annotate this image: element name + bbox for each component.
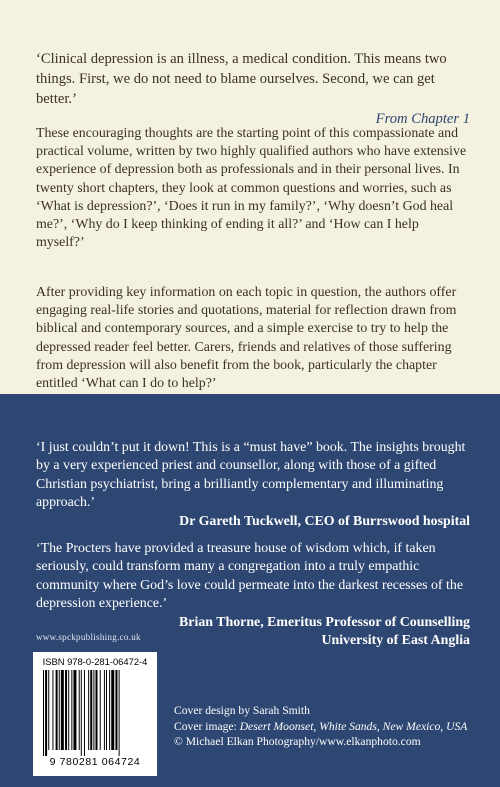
barcode-bar — [81, 670, 82, 756]
barcode-bar — [73, 670, 76, 750]
endorsement-1-quote: ‘I just couldn’t put it down! This is a “must have” book. The insights brought by a very experienced priest and counsellor, along with those of a gifted Christian psychiatrist, bring a brilliantly complementary and illuminating approach.’ — [36, 439, 466, 511]
barcode-bar — [119, 670, 120, 756]
cover-image-credit — [174, 719, 474, 735]
barcode-bar — [61, 670, 64, 750]
endorsement-1 — [36, 439, 470, 532]
barcode-bar — [59, 670, 60, 750]
opening-quote-source: From Chapter 1 — [375, 110, 470, 127]
cover-credits — [174, 703, 474, 750]
barcode-bar — [84, 670, 85, 756]
isbn-label: ISBN 978-0-281-06472-4 — [42, 656, 148, 667]
barcode-bar — [115, 670, 117, 750]
barcode-bar — [43, 670, 44, 756]
barcode-bar — [111, 670, 114, 750]
barcode-bar — [65, 670, 67, 750]
barcode-bar — [88, 670, 89, 750]
barcode-bar — [68, 670, 69, 750]
isbn-barcode — [33, 652, 157, 776]
barcode-bar — [71, 670, 72, 750]
barcode-bar — [93, 670, 94, 750]
barcode-bars — [43, 670, 151, 756]
barcode-bar — [104, 670, 105, 750]
blurb-paragraph-2: After providing key information on each topic in question, the authors offer engaging real-life stories and quotations, material for reflection drawn from biblical and contemporary sources, and a simple exercise to try to help the depressed reader feel better. Carers, friends and relatives of those suffering from depression will also benefit from the book, particularly the chapter entitled ‘What can I do to help?’ — [36, 284, 457, 391]
barcode-bar — [56, 670, 58, 750]
barcode-bar — [106, 670, 107, 750]
barcode-bar — [100, 670, 101, 750]
barcode-bar — [45, 670, 47, 756]
barcode-bar — [52, 670, 53, 750]
isbn-digits: 9 780281 064724 — [49, 756, 141, 768]
blurb-paragraph-1: These encouraging thoughts are the starting point of this compassionate and practical volume, written by two highly qualified authors who have extensive experience of depression both as professionals and in their personal lives. In twenty short chapters, they look at common questions and worries, such as ‘What is depression?’, ‘Does it run in my family?’, ‘Why doesn’t God heal me?’, ‘Why do I keep thinking of ending it all?’ and ‘How can I help myself?’ — [36, 125, 467, 251]
endorsement-2-author-line-1: Brian Thorne, Emeritus Professor of Counselling — [179, 614, 470, 630]
publisher-url: www.spckpublishing.co.uk — [36, 632, 141, 642]
cover-image-prefix: Cover image: — [174, 719, 240, 733]
cover-design-credit: Cover design by Sarah Smith — [174, 704, 310, 717]
barcode-bar — [48, 670, 49, 750]
barcode-bar — [109, 670, 110, 750]
barcode-bar — [96, 670, 98, 750]
opening-quote — [36, 49, 470, 129]
endorsement-2-quote: ‘The Procters have provided a treasure house of wisdom which, if taken seriously, could transform many a congregation into a truly empathic community where God’s love could permeate into the darkest recesses of the depression experience.’ — [36, 540, 464, 612]
cover-image-title: Desert Moonset, White Sands, New Mexico, USA — [239, 719, 468, 733]
endorsement-1-author: Dr Gareth Tuckwell, CEO of Burrswood hospital — [179, 513, 470, 529]
endorsement-2-author-line-2: University of East Anglia — [321, 633, 470, 649]
barcode-bar — [79, 670, 80, 750]
opening-quote-text: ‘Clinical depression is an illness, a medical condition. This means two things. First, we do not need to blame ourselves. Second, we can get better.’ — [36, 50, 447, 107]
cover-copyright: © Michael Elkan Photography/www.elkanphoto.com — [174, 735, 421, 748]
barcode-bar — [90, 670, 92, 750]
